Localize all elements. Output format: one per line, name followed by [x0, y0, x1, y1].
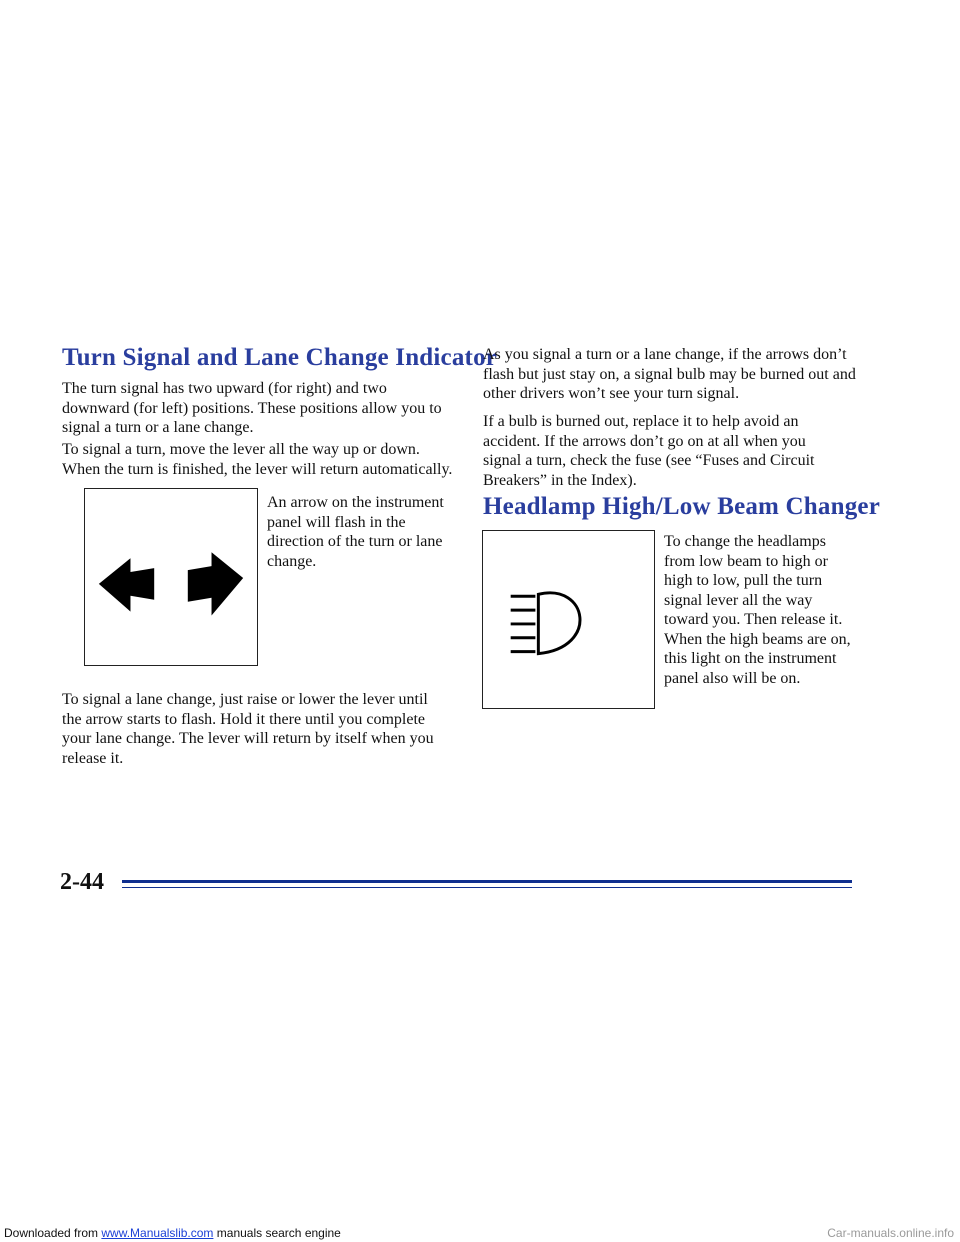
- right-arrow-icon: [188, 552, 243, 615]
- headlamp-figure-caption: To change the headlamps from low beam to high or high to low, pull the turn signal lever all the way toward you. Then release it. When the high beams are on, this light on the instrument panel also will be on.: [664, 533, 851, 687]
- footer-prefix: Downloaded from: [4, 1226, 102, 1240]
- bulb-out-para-1: As you signal a turn or a lane change, if the arrows don’t flash but just stay on, a signal bulb may be burned out and other drivers won’t see your turn signal.: [483, 346, 856, 402]
- turn-signal-arrows-icon: [85, 489, 257, 665]
- lane-change-para: To signal a lane change, just raise or lower the lever until the arrow starts to flash. Hold it there until you complete your lane change. The lever will return by itself when you release it.: [62, 691, 434, 767]
- high-beam-icon: [483, 531, 654, 708]
- turn-signal-para-2: To signal a turn, move the lever all the way up or down. When the turn is finished, the lever will return automatically.: [62, 441, 453, 478]
- page-rule-thick: [122, 880, 852, 883]
- page-number: 2-44: [60, 869, 104, 895]
- download-footer: [0, 1224, 960, 1242]
- footer-suffix: manuals search engine: [213, 1226, 341, 1240]
- page-rule-thin: [122, 887, 852, 888]
- turn-signal-figure: [84, 488, 258, 666]
- manualslib-link[interactable]: www.Manualslib.com: [101, 1226, 214, 1240]
- turn-signal-heading: Turn Signal and Lane Change Indicator: [62, 344, 498, 371]
- lamp-shape: [538, 593, 580, 654]
- carmanuals-watermark: Car-manuals.online.info: [827, 1226, 954, 1240]
- turn-signal-figure-caption: An arrow on the instrument panel will flash in the direction of the turn or lane change.: [267, 494, 444, 570]
- turn-signal-para-1: The turn signal has two upward (for right) and two downward (for left) positions. These positions allow you to signal a turn or a lane change.: [62, 380, 442, 436]
- left-arrow-icon: [99, 558, 154, 611]
- headlamp-heading: Headlamp High/Low Beam Changer: [483, 493, 880, 520]
- headlamp-figure: [482, 530, 655, 709]
- bulb-out-para-2: If a bulb is burned out, replace it to help avoid an accident. If the arrows don’t go on at all when you signal a turn, check the fuse (see “Fuses and Circuit Breakers” in the Index).: [483, 413, 815, 489]
